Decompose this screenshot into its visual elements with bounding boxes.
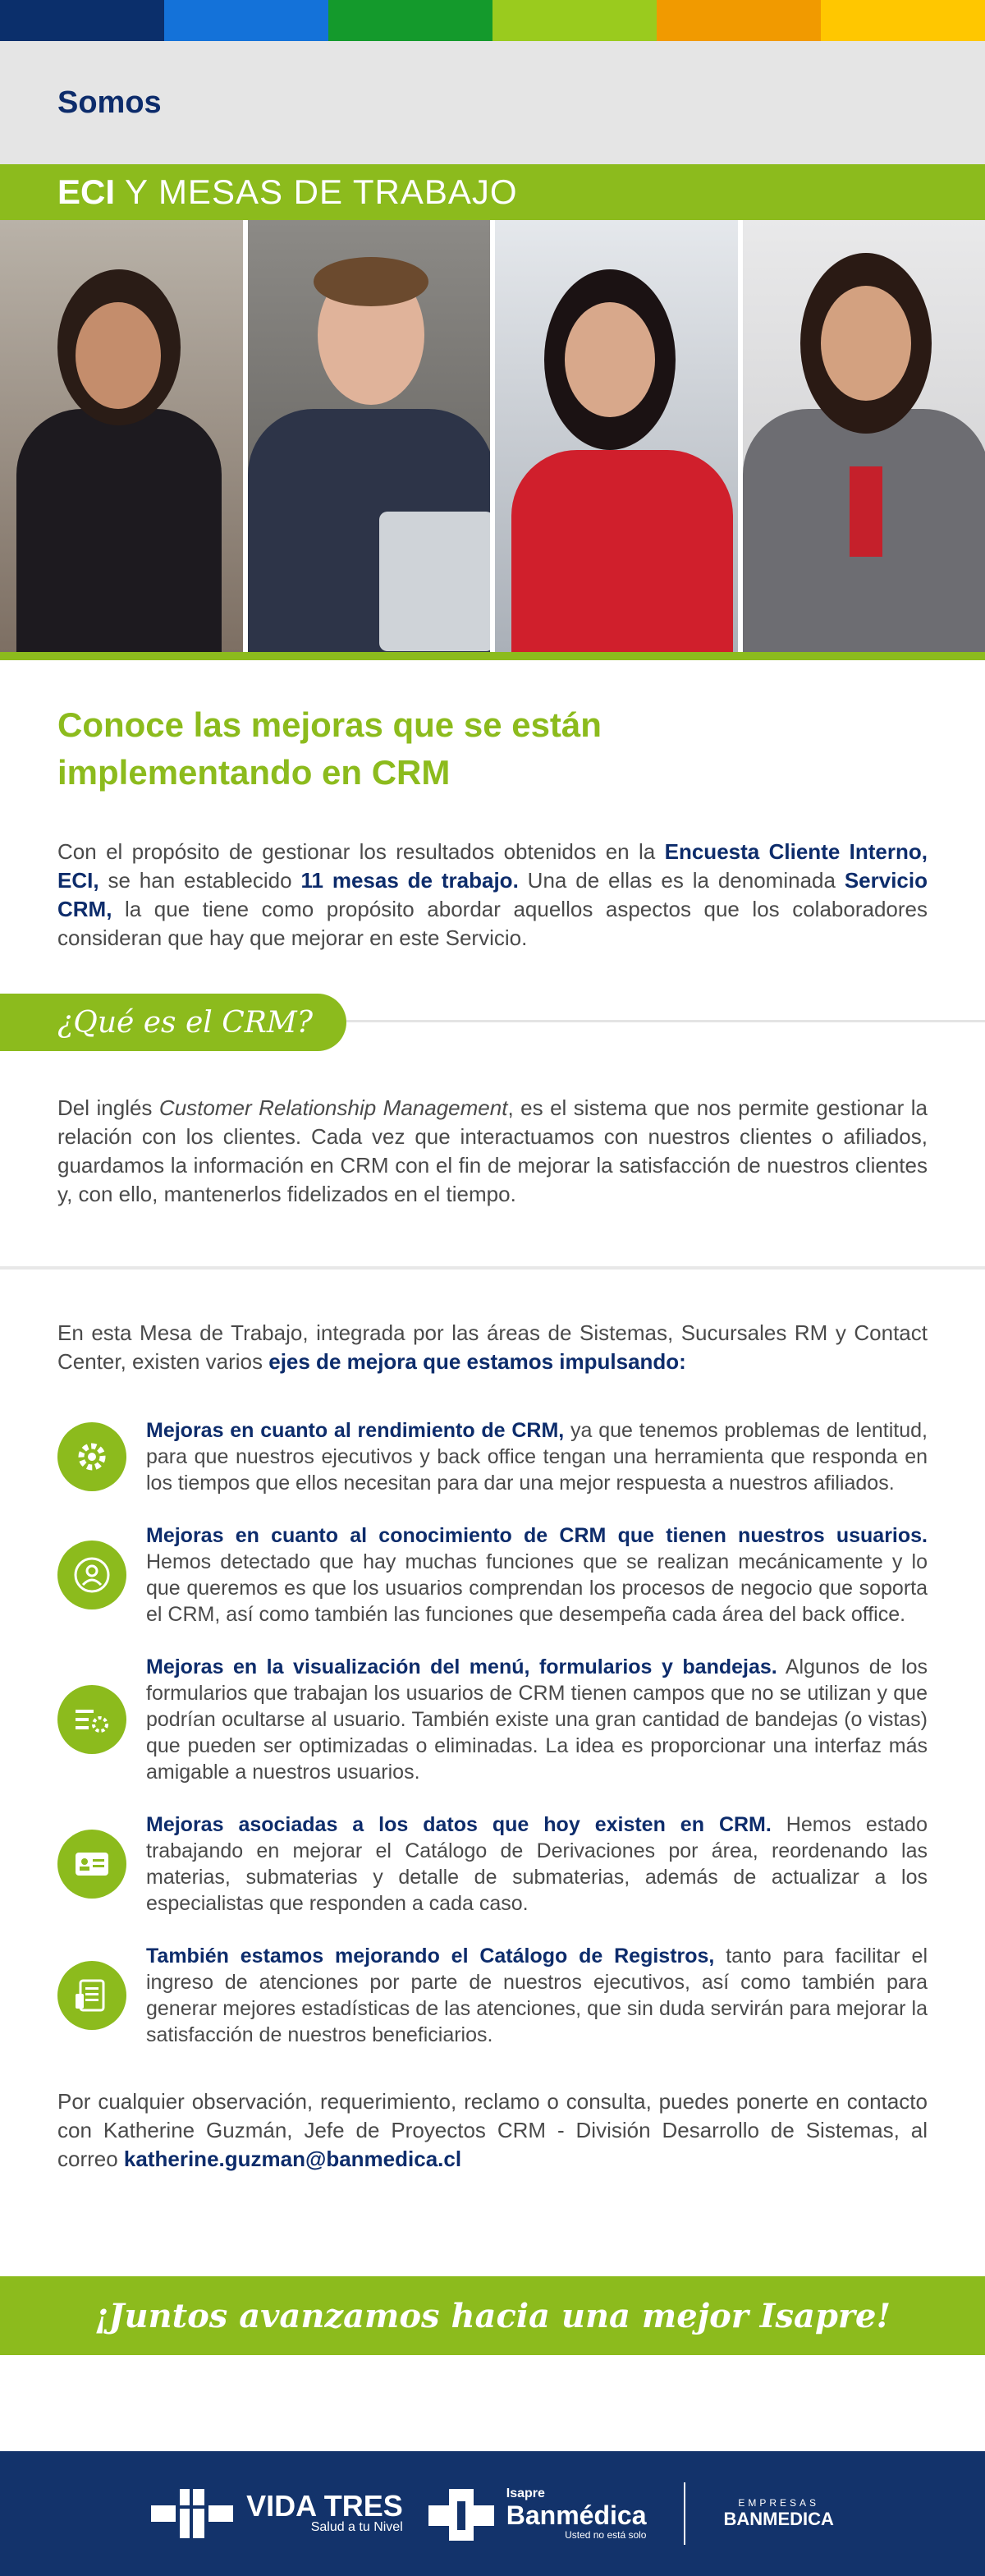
- menu-settings-icon: [57, 1685, 126, 1754]
- eci-title-bar: [0, 164, 985, 220]
- empresas-brand: BANMEDICA: [723, 2509, 834, 2529]
- gear-icon: [57, 1422, 126, 1491]
- slogan-banner: ¡Juntos avanzamos hacia una mejor Isapre!: [0, 2276, 985, 2355]
- banmedica-logo: [424, 2485, 647, 2542]
- id-card-icon: [57, 1830, 126, 1899]
- empresas-label: EMPRESAS: [738, 2497, 820, 2509]
- vidatres-tagline: Salud a tu Nivel: [310, 2520, 403, 2534]
- section-divider: [0, 1266, 985, 1270]
- banmedica-name: Banmédica: [506, 2500, 647, 2530]
- email-link[interactable]: katherine.guzman@banmedica.cl: [123, 2147, 462, 2171]
- photo-woman-blazer: [743, 220, 985, 652]
- mesa-paragraph: En esta Mesa de Trabajo, integrada por las áreas de Sistemas, Sucursales RM y Contact Center, existen varios ejes de mejora que estamos impulsando:: [57, 1320, 928, 1374]
- strip-segment: [164, 0, 328, 41]
- empresas-logo: [723, 2497, 833, 2530]
- team-photos: [0, 220, 985, 652]
- vidatres-name: VIDA TRES: [246, 2489, 403, 2523]
- section-title: Conoce las mejoras que se están implementando en CRM: [57, 705, 602, 792]
- list-item: Mejoras en la visualización del menú, formularios y bandejas. Algunos de los formularios que trabajan los usuarios de CRM tienen campos que no se utilizan y que podrían ocultarse al usuario. También existe una gran cantidad de bandejas (o vistas) que pueden ser optimizadas o eliminadas. La idea es proporcionar una interfaz más amigable a nuestros usuarios.: [57, 1654, 928, 1785]
- color-strip: [0, 0, 985, 41]
- footer-divider: [684, 2482, 685, 2545]
- crm-heading-line: [346, 1020, 985, 1022]
- eci-label: ECI: [57, 172, 116, 211]
- photo-man: [248, 220, 491, 652]
- banmedica-cross-icon: [424, 2485, 498, 2542]
- isapre-label: Isapre: [506, 2486, 545, 2500]
- intro-paragraph: Con el propósito de gestionar los resultados obtenidos en la Encuesta Cliente Interno, ECI, se han establecido 11 mesas de trabajo. Una de ellas es la denominada Servicio CRM, la que tiene como propósito abordar aquellos aspectos que los colaboradores consideran que hay que mejorar en este Servicio.: [57, 839, 928, 950]
- catalog-icon: [57, 1961, 126, 2030]
- header: [0, 41, 985, 164]
- strip-segment: [821, 0, 985, 41]
- user-icon: [57, 1541, 126, 1609]
- photo-woman-headset: [495, 220, 738, 652]
- somos-label: Somos: [57, 85, 162, 120]
- list-item: También estamos mejorando el Catálogo de Registros, tanto para facilitar el ingreso de atenciones por parte de nuestros ejecutivos, así como también para generar mejores estadísticas de las atenciones, que sin duda servirán para mejorar la satisfacción de nuestros beneficiarios.: [57, 1943, 928, 2048]
- list-item: Mejoras asociadas a los datos que hoy existen en CRM. Hemos estado trabajando en mejorar el Catálogo de Derivaciones por área, reordenando las materias, submaterias y detalle de submaterias, además de actualizar a los especialistas que responden a cada caso.: [57, 1811, 928, 1917]
- list-item: Mejoras en cuanto al rendimiento de CRM, ya que tenemos problemas de lentitud, para que nuestros ejecutivos y back office tengan una herramienta que responda en los tiempos que ellos necesitan para dar una mejor respuesta a nuestros afiliados.: [57, 1417, 928, 1496]
- strip-segment: [328, 0, 492, 41]
- vidatres-mark-icon: [151, 2489, 233, 2538]
- contact-paragraph: Por cualquier observación, requerimiento, reclamo o consulta, puedes ponerte en contacto con Katherine Guzmán, Jefe de Proyectos CRM - División Desarrollo de Sistemas, al correo katherine.guzman@banmedica.cl: [57, 2089, 928, 2171]
- mesas-label: Y MESAS DE TRABAJO: [125, 172, 518, 211]
- crm-paragraph: Del inglés Customer Relationship Management, es el sistema que nos permite gestionar la relación con los clientes. Cada vez que interactuamos con nuestros clientes o afiliados, guardamos la información en CRM con el fin de mejorar la satisfacción de nuestros clientes y, con ello, mantenerlos fidelizados en el tiempo.: [57, 1095, 928, 1206]
- strip-segment: [492, 0, 657, 41]
- green-divider: [0, 652, 985, 660]
- crm-heading: ¿Qué es el CRM?: [0, 994, 346, 1051]
- crm-heading-banner: [0, 994, 985, 1051]
- strip-segment: [0, 0, 164, 41]
- photo-woman-curly-hair: [0, 220, 243, 652]
- improvement-list: [57, 1417, 928, 2048]
- banmedica-tagline: Usted no está solo: [565, 2529, 647, 2541]
- vidatres-logo: [151, 2489, 403, 2538]
- footer: [0, 2451, 985, 2576]
- list-item: Mejoras en cuanto al conocimiento de CRM que tienen nuestros usuarios. Hemos detectado que hay muchas funciones que se realizan mecánicamente y lo que queremos es que los usuarios comprendan los procesos de negocio que soporta el CRM, así como también las funciones que desempeña cada área del back office.: [57, 1522, 928, 1628]
- strip-segment: [657, 0, 821, 41]
